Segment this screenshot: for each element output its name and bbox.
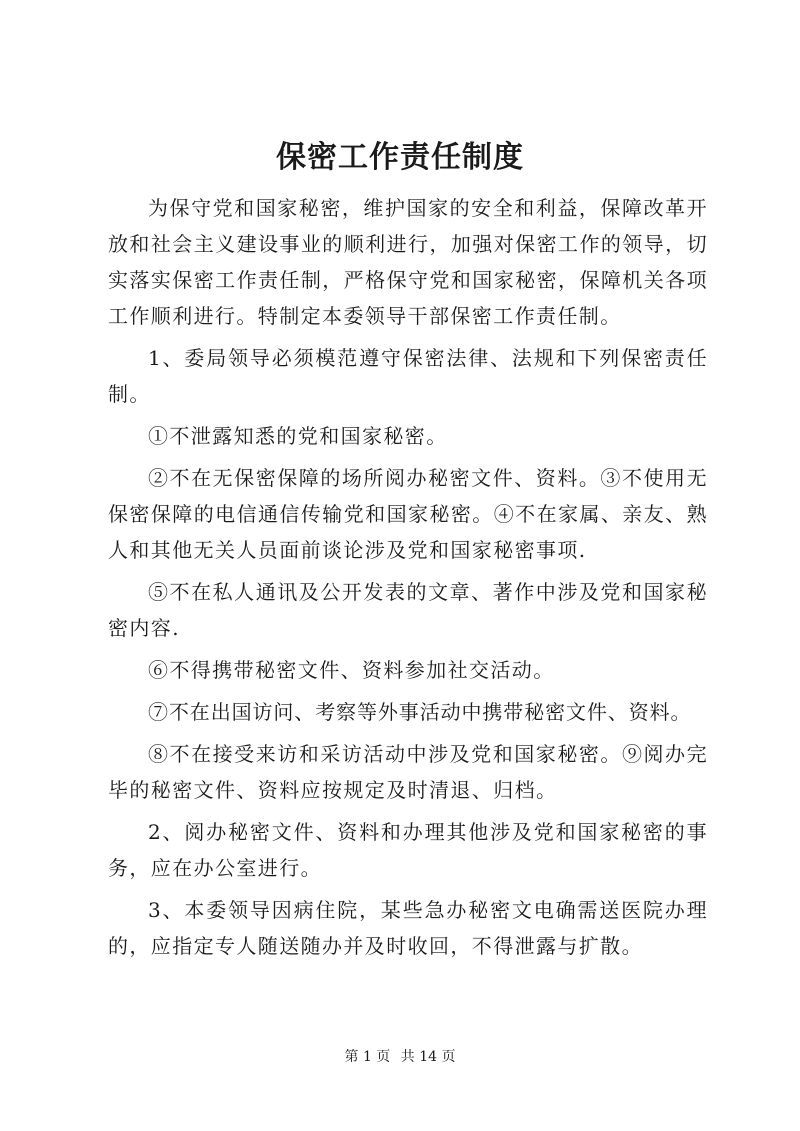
paragraph-sub-8-9: ⑧不在接受来访和采访活动中涉及党和国家秘密。⑨阅办完毕的秘密文件、资料应按规定及时清退、归档。 — [108, 742, 708, 802]
paragraph-sub-6: ⑥不得携带秘密文件、资料参加社交活动。 — [148, 658, 555, 682]
page-footer — [0, 1047, 800, 1067]
paragraph-item-3: 3、本委领导因病住院，某些急办秘密文电确需送医院办理的，应指定专人随送随办并及时收回，不得泄露与扩散。 — [108, 898, 708, 958]
paragraph-sub-5: ⑤不在私人通讯及公开发表的文章、著作中涉及党和国家秘密内容. — [108, 580, 708, 640]
paragraph-sub-7: ⑦不在出国访问、考察等外事活动中携带秘密文件、资料。 — [148, 700, 692, 724]
paragraph-sub-1: ①不泄露知悉的党和国家秘密。 — [148, 424, 448, 448]
page-number: 第 1 页 — [344, 1049, 391, 1065]
document-title: 保密工作责任制度 — [276, 140, 524, 175]
page-total: 共 14 页 — [400, 1049, 456, 1065]
paragraph-item-1: 1、委局领导必须模范遵守保密法律、法规和下列保密责任制。 — [108, 346, 708, 406]
document-body — [108, 190, 708, 970]
paragraph-item-2: 2、阅办秘密文件、资料和办理其他涉及党和国家秘密的事务，应在办公室进行。 — [108, 820, 708, 880]
paragraph-sub-2-4: ②不在无保密保障的场所阅办秘密文件、资料。③不使用无保密保障的电信通信传输党和国家秘密。④不在家属、亲友、熟人和其他无关人员面前谈论涉及党和国家秘密事项. — [108, 466, 708, 562]
paragraph-intro: 为保守党和国家秘密，维护国家的安全和利益，保障改革开放和社会主义建设事业的顺利进行，加强对保密工作的领导，切实落实保密工作责任制，严格保守党和国家秘密，保障机关各项工作顺利进行。特制定本委领导干部保密工作责任制。 — [108, 196, 708, 328]
